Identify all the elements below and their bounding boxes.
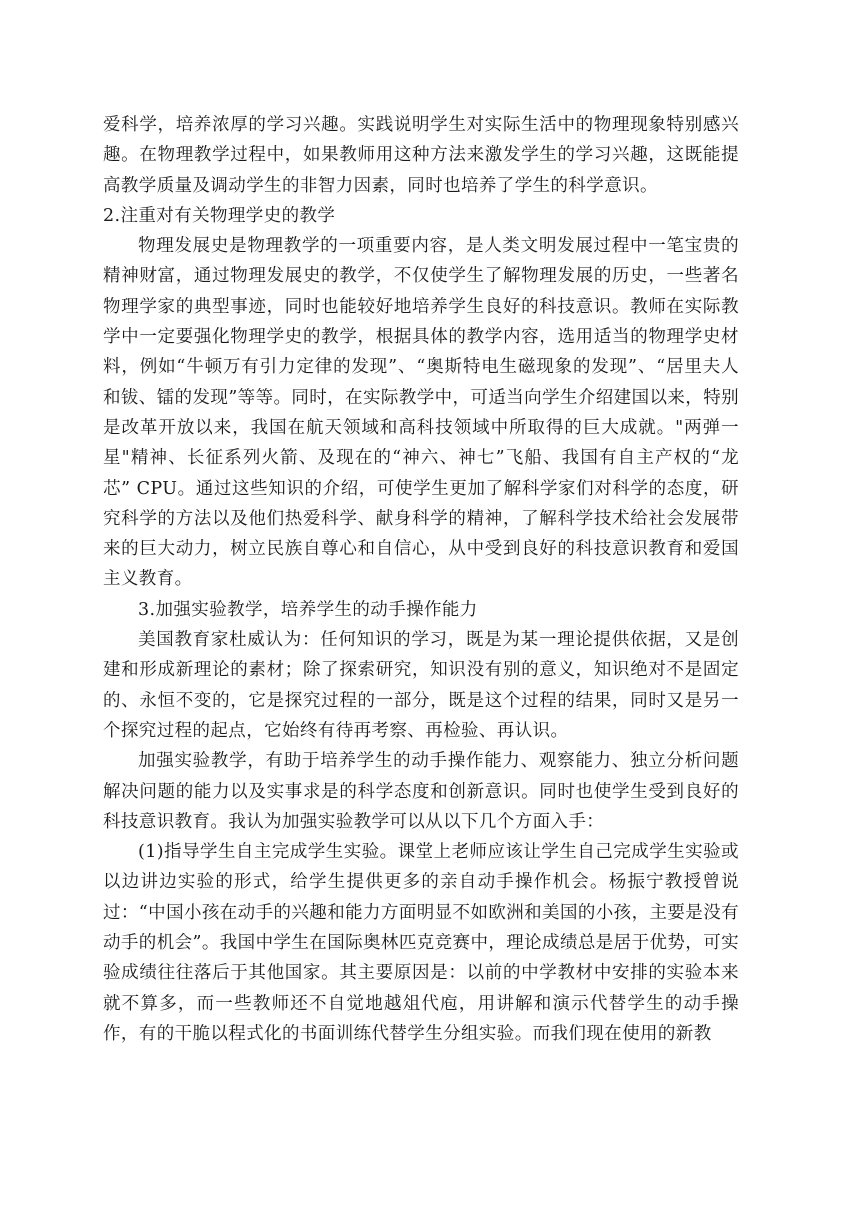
paragraph-dewey: 美国教育家杜威认为：任何知识的学习，既是为某一理论提供依据，又是创建和形成新理论的素材；除了探索研究，知识没有别的意义，知识绝对不是固定的、永恒不变的，它是探究过程的一部分，既是这个过程的结果，同时又是另一个探究过程的起点，它始终有待再考察、再检验、再认识。: [103, 630, 739, 741]
paragraph-student-experiments: (1)指导学生自主完成学生实验。课堂上老师应该让学生自己完成学生实验或以边讲边实验的形式，给学生提供更多的亲自动手操作机会。杨振宁教授曾说过：“中国小孩在动手的兴趣和能力方面明显不如欧洲和美国的小孩，主要是没有动手的机会”。我国中学生在国际奥林匹克竞赛中，理论成绩总是居于优势，可实验成绩往往落后于其他国家。其主要原因是：以前的中学教材中安排的实验本来就不算多，而一些教师还不自觉地越俎代庖，用讲解和演示代替学生的动手操作，有的干脆以程式化的书面训练代替学生分组实验。而我们现在使用的新教: [103, 842, 739, 1044]
document-body: [103, 110, 739, 1049]
section-heading-experiment-teaching: 3.加强实验教学，培养学生的动手操作能力: [138, 599, 478, 620]
paragraph-intro-continuation: 爱科学，培养浓厚的学习兴趣。实践说明学生对实际生活中的物理现象特别感兴趣。在物理教学过程中，如果教师用这种方法来激发学生的学习兴趣，这既能提高教学质量及调动学生的非智力因素，同时也培养了学生的科学意识。: [103, 115, 739, 196]
paragraph-physics-history: 物理发展史是物理教学的一项重要内容，是人类文明发展过程中一笔宝贵的精神财富，通过物理发展史的教学，不仅使学生了解物理发展的历史，一些著名物理学家的典型事迹，同时也能较好地培养学生良好的科技意识。教师在实际教学中一定要强化物理学史的教学，根据具体的教学内容，选用适当的物理学史材料，例如“牛顿万有引力定律的发现”、“奥斯特电生磁现象的发现”、“居里夫人和钹、镭的发现”等等。同时，在实际教学中，可适当向学生介绍建国以来，特别是改革开放以来，我国在航天领域和高科技领域中所取得的巨大成就。"两弹一星"精神、长征系列火箭、及现在的“神六、神七”飞船、我国有自主产权的“龙芯” CPU。通过这些知识的介绍，可使学生更加了解科学家们对科学的态度，研究科学的方法以及他们热爱科学、献身科学的精神，了解科学技术给社会发展带来的巨大动力，树立民族自尊心和自信心，从中受到良好的科技意识教育和爱国主义教育。: [103, 236, 739, 590]
paragraph-experiment-benefits: 加强实验教学，有助于培养学生的动手操作能力、观察能力、独立分析问题解决问题的能力以及实事求是的科学态度和创新意识。同时也使学生受到良好的科技意识教育。我认为加强实验教学可以从以下几个方面入手：: [103, 751, 739, 832]
section-heading-physics-history: 2.注重对有关物理学史的教学: [103, 205, 336, 226]
